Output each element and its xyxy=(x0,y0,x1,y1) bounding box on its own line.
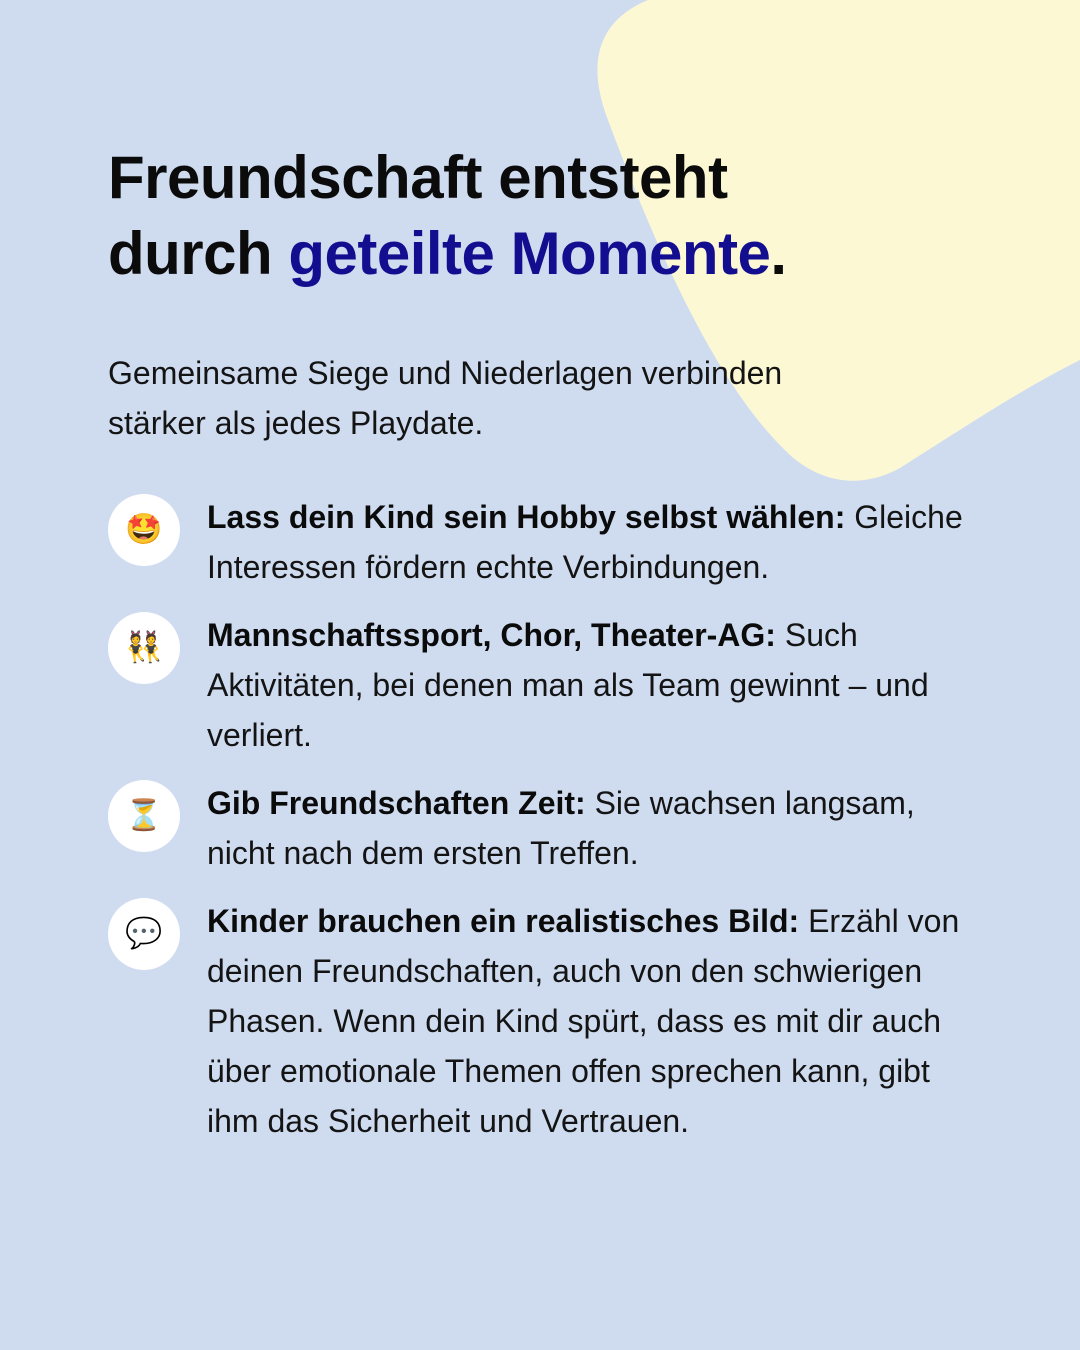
main-content xyxy=(108,140,988,1164)
headline-accent: geteilte Momente xyxy=(288,220,771,287)
hourglass-icon: ⏳ xyxy=(108,780,180,852)
tip-text xyxy=(207,492,987,592)
people-with-bunny-ears-icon: 👯 xyxy=(108,612,180,684)
tip-item-time xyxy=(108,778,988,878)
headline-line-2-prefix: durch xyxy=(108,220,289,287)
tip-bold-label: Lass dein Kind sein Hobby selbst wählen: xyxy=(207,499,846,535)
tip-description: Gleiche Interessen fördern echte Verbindungen. xyxy=(207,499,963,585)
tip-text xyxy=(207,610,987,760)
tip-item-hobby xyxy=(108,492,988,592)
page-headline xyxy=(108,140,988,292)
tip-bold-label: Mannschaftssport, Chor, Theater-AG: xyxy=(207,617,776,653)
tip-bold-label: Kinder brauchen ein realistisches Bild: xyxy=(207,903,800,939)
headline-line-1: Freundschaft entsteht xyxy=(108,144,728,211)
tip-text xyxy=(207,896,987,1146)
tips-list xyxy=(108,492,988,1146)
tip-item-team xyxy=(108,610,988,760)
tip-description: Erzähl von deinen Freundschaften, auch von den schwierigen Phasen. Wenn dein Kind spürt, dass es mit dir auch über emotionale Themen offen sprechen kann, gibt ihm das Sicherheit und Vertrauen. xyxy=(207,903,960,1139)
star-struck-face-icon: 🤩 xyxy=(108,494,180,566)
tip-bold-label: Gib Freundschaften Zeit: xyxy=(207,785,586,821)
speech-bubble-icon: 💬 xyxy=(108,898,180,970)
tip-description: Sie wachsen langsam, nicht nach dem ersten Treffen. xyxy=(207,785,915,871)
subtitle: Gemeinsame Siege und Niederlagen verbinden stärker als jedes Playdate. xyxy=(108,355,783,441)
tip-description: Such Aktivitäten, bei denen man als Team gewinnt – und verliert. xyxy=(207,617,929,753)
tip-text xyxy=(207,778,987,878)
tip-item-realistic xyxy=(108,896,988,1146)
headline-period: . xyxy=(770,220,787,287)
